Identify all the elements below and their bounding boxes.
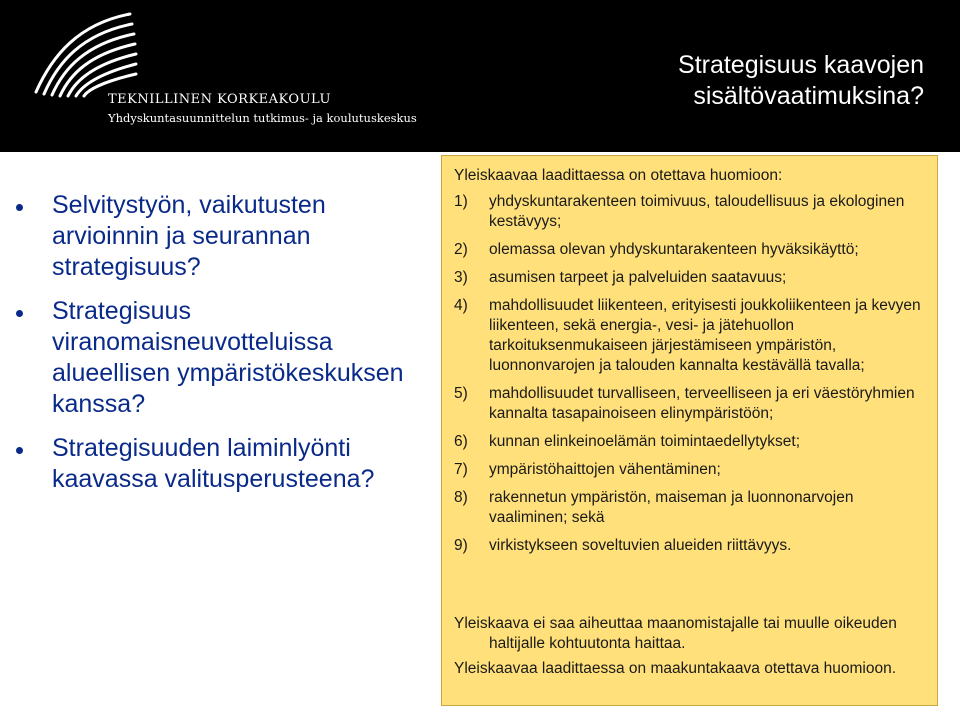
requirement-number: 7) [454, 461, 468, 478]
requirement-number: 3) [454, 269, 468, 286]
requirement-number: 6) [454, 433, 468, 450]
question-item [12, 296, 432, 420]
question-text: Selvitystyön, vaikutusten arvioinnin ja seurannan strategisuus? [52, 191, 326, 281]
closing-notes [454, 614, 929, 684]
requirements-box [441, 155, 938, 706]
requirement-number: 4) [454, 297, 468, 314]
question-text: Strategisuuden laiminlyönti kaavassa valitusperusteena? [52, 434, 375, 493]
requirement-item [454, 536, 929, 556]
header-banner [0, 0, 960, 152]
requirement-item [454, 384, 929, 424]
slide-title [584, 50, 924, 112]
closing-note: Yleiskaava ei saa aiheuttaa maanomistajalle tai muulle oikeuden haltijalle kohtuutonta haittaa. [454, 615, 897, 652]
bullet-icon [16, 310, 23, 317]
requirement-item [454, 488, 929, 528]
requirement-text: mahdollisuudet turvalliseen, terveelliseen ja eri väestöryhmien kannalta tasapainoiseen elinympäristöön; [489, 385, 915, 422]
question-item [12, 433, 432, 495]
closing-note: Yleiskaavaa laadittaessa on maakuntakaava otettava huomioon. [454, 660, 897, 677]
requirements-list [454, 192, 929, 564]
requirement-number: 5) [454, 385, 468, 402]
organization-name: TEKNILLINEN KORKEAKOULU [108, 92, 331, 107]
requirement-number: 1) [454, 193, 468, 210]
requirement-number: 8) [454, 489, 468, 506]
requirement-text: rakennetun ympäristön, maiseman ja luonnonarvojen vaaliminen; sekä [489, 489, 854, 526]
requirements-intro: Yleiskaavaa laadittaessa on otettava huomioon: [454, 167, 783, 184]
requirement-item [454, 432, 929, 452]
requirement-text: olemassa olevan yhdyskuntarakenteen hyväksikäyttö; [489, 241, 859, 258]
requirement-item [454, 192, 929, 232]
bullet-icon [16, 447, 23, 454]
requirement-item [454, 240, 929, 260]
requirement-number: 9) [454, 537, 468, 554]
question-item [12, 190, 432, 283]
question-list [12, 190, 432, 508]
requirement-text: asumisen tarpeet ja palveluiden saatavuus; [489, 269, 787, 286]
requirement-item [454, 460, 929, 480]
requirement-text: virkistykseen soveltuvien alueiden riittävyys. [489, 537, 792, 554]
requirement-number: 2) [454, 241, 468, 258]
requirement-text: ympäristöhaittojen vähentäminen; [489, 461, 721, 478]
slide-title-line-1: Strategisuus kaavojen [678, 51, 924, 79]
requirement-text: mahdollisuudet liikenteen, erityisesti joukkoliikenteen ja kevyen liikenteen, sekä energia-, vesi- ja jätehuollon tarkoituksenmukaiseen järjestämiseen ympäristön, luonnonvarojen ja talouden kannalta kestävällä tavalla; [489, 297, 921, 374]
requirement-item [454, 268, 929, 288]
requirement-text: yhdyskuntarakenteen toimivuus, taloudellisuus ja ekologinen kestävyys; [489, 193, 905, 230]
university-logo-icon [30, 8, 150, 98]
question-text: Strategisuus viranomaisneuvotteluissa alueellisen ympäristökeskuksen kanssa? [52, 297, 404, 418]
requirement-item [454, 296, 929, 376]
slide-title-line-2: sisältövaatimuksina? [693, 82, 924, 110]
bullet-icon [16, 204, 23, 211]
organization-unit: Yhdyskuntasuunnittelun tutkimus- ja koulutuskeskus [108, 111, 417, 125]
requirement-text: kunnan elinkeinoelämän toimintaedellytykset; [489, 433, 801, 450]
